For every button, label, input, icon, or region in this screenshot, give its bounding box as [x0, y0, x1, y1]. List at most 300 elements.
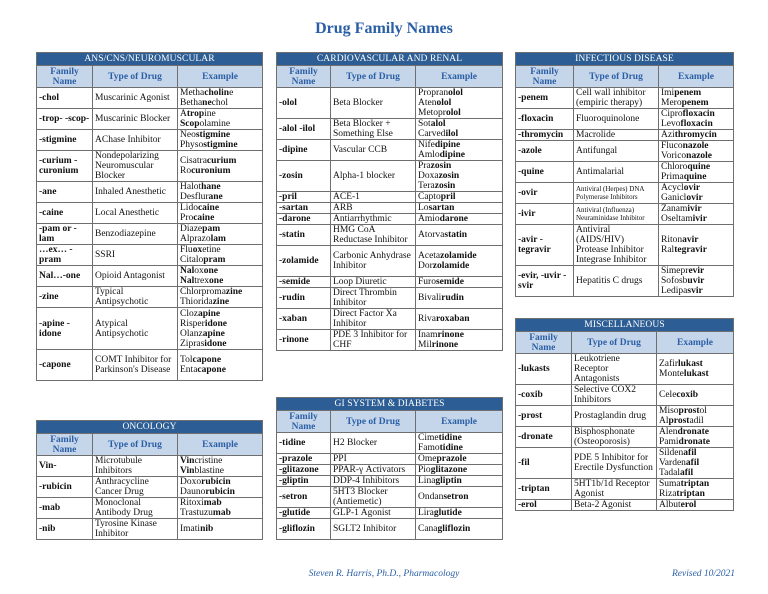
example-drug: Simeprevir [661, 266, 705, 276]
example-drugs [659, 162, 734, 183]
example-drugs [178, 182, 263, 203]
table-row [37, 266, 263, 287]
family-name: -dronate [516, 427, 572, 448]
example-drugs [416, 140, 503, 161]
column-header: Example [178, 434, 263, 456]
example-drug: Chloroquine [661, 162, 711, 172]
example-drugs [416, 476, 503, 487]
example-drug: Scopolamine [180, 119, 231, 129]
table-row [37, 519, 263, 540]
table-row [37, 88, 263, 109]
family-name: …ex… -pram [37, 245, 93, 266]
cardio-table-body [277, 53, 503, 351]
example-drug: Ledipasvir [661, 286, 703, 296]
column-header-row [37, 434, 263, 456]
drug-type: Microtubule Inhibitors [93, 456, 178, 477]
example-drug: Captopril [418, 192, 456, 202]
example-drugs [178, 224, 263, 245]
cardio-table [276, 52, 503, 351]
section-title-row [516, 319, 734, 332]
family-name: -capone [37, 350, 93, 381]
table-row [277, 88, 503, 119]
example-drug: Thioridazine [180, 297, 230, 307]
example-drugs [178, 498, 263, 519]
gi-table-body [277, 398, 503, 540]
table-row [277, 203, 503, 214]
family-name: -stigmine [37, 130, 93, 151]
example-drug: Celecoxib [659, 390, 699, 400]
footer-revised: Revised 10/2021 [672, 569, 736, 579]
drug-type: Direct Factor Xa Inhibitor [331, 309, 416, 330]
example-drugs [416, 519, 503, 540]
column-header: Family Name [516, 332, 572, 354]
oncology-table [36, 420, 263, 540]
drug-type: DDP-4 Inhibitors [331, 476, 416, 487]
section-title: MISCELLANEOUS [516, 319, 734, 332]
drug-type: PDE 3 Inhibitor for CHF [331, 330, 416, 351]
example-drug: Bethanechol [180, 98, 229, 108]
example-drug: Cisatracurium [180, 156, 237, 166]
drug-type: Alpha-1 blocker [331, 161, 416, 192]
example-drug: Pamidronate [659, 437, 711, 447]
drug-type: AChase Inhibitor [93, 130, 178, 151]
example-drugs [416, 288, 503, 309]
example-drug: Sildenafil [659, 448, 697, 458]
table-row [277, 465, 503, 476]
column-header: Example [416, 66, 503, 88]
example-drugs [416, 203, 503, 214]
drug-type: Nondepolarizing Neuromuscular Blocker [93, 151, 178, 182]
example-drug: Procaine [180, 213, 215, 223]
family-name: -ane [37, 182, 93, 203]
example-drug: Naltrexone [180, 276, 224, 286]
family-name: -pril [277, 192, 331, 203]
table-row [37, 224, 263, 245]
section-title-row [37, 53, 263, 66]
family-name: -curium -curonium [37, 151, 93, 182]
example-drug: Inamrinone [418, 330, 464, 340]
example-drug: Sofosbuvir [661, 276, 705, 286]
drug-type: Hepatitis C drugs [574, 266, 659, 297]
example-drug: Trastuzumab [180, 508, 231, 518]
family-name: -mab [37, 498, 93, 519]
example-drug: Amiodarone [418, 214, 468, 224]
example-drug: Primaquine [661, 172, 707, 182]
family-name: -ovir [516, 183, 574, 204]
family-name: -zosin [277, 161, 331, 192]
example-drug: Linagliptin [418, 476, 462, 486]
misc-table-body [516, 319, 734, 511]
table-row [277, 309, 503, 330]
example-drug: Desflurane [180, 192, 223, 202]
family-name: -thromycin [516, 130, 574, 141]
example-drug: Meropenem [661, 98, 709, 108]
table-row [277, 476, 503, 487]
family-name: -lukasts [516, 354, 572, 385]
drug-type: H2 Blocker [331, 433, 416, 454]
example-drugs [416, 225, 503, 246]
family-name: -darone [277, 214, 331, 225]
example-drug: Milrinone [418, 340, 459, 350]
example-drug: Levofloxacin [661, 119, 713, 129]
family-name: -setron [277, 487, 331, 508]
column-header-row [516, 332, 734, 354]
example-drugs [178, 151, 263, 182]
drug-type: PPAR-γ Activators [331, 465, 416, 476]
table-row [277, 225, 503, 246]
column-header-row [277, 66, 503, 88]
example-drug: Zafirlukast [659, 359, 703, 369]
column-header: Type of Drug [572, 332, 657, 354]
example-drugs [657, 385, 734, 406]
section-title-row [37, 421, 263, 434]
family-name: -glutide [277, 508, 331, 519]
family-name: -gliptin [277, 476, 331, 487]
family-name: -rinone [277, 330, 331, 351]
drug-type: ACE-1 [331, 192, 416, 203]
example-drug: Oseltamivir [661, 214, 707, 224]
example-drugs [657, 406, 734, 427]
family-name: -dipine [277, 140, 331, 161]
drug-type: Loop Diuretic [331, 277, 416, 288]
drug-type: Beta-2 Agonist [572, 500, 657, 511]
table-row [516, 354, 734, 385]
drug-type: PPI [331, 454, 416, 465]
example-drugs [659, 88, 734, 109]
example-drugs [659, 204, 734, 225]
family-name: -floxacin [516, 109, 574, 130]
example-drugs [178, 109, 263, 130]
drug-type: 5HT1b/1d Receptor Agonist [572, 479, 657, 500]
example-drug: Sotalol [418, 119, 446, 129]
example-drug: Rocuronium [180, 166, 231, 176]
example-drug: Citalopram [180, 255, 226, 265]
family-name: -fil [516, 448, 572, 479]
drug-type: Bisphosphonate (Osteoporosis) [572, 427, 657, 448]
example-drug: Physostigmine [180, 140, 238, 150]
drug-type: Muscarinic Blocker [93, 109, 178, 130]
family-name: -trop- -scop- [37, 109, 93, 130]
example-drug: Methacholine [180, 88, 234, 98]
example-drug: Risperidone [180, 318, 227, 329]
drug-type: Selective COX2 Inhibitors [572, 385, 657, 406]
drug-type: Monoclonal Antibody Drug [93, 498, 178, 519]
example-drug: Diazepam [180, 224, 221, 234]
table-row [516, 385, 734, 406]
example-drugs [659, 109, 734, 130]
family-name: -coxib [516, 385, 572, 406]
section-title: ANS/CNS/NEUROMUSCULAR [37, 53, 263, 66]
misc-table [515, 318, 734, 511]
table-row [516, 141, 734, 162]
example-drugs [416, 246, 503, 277]
footer-author: Steven R. Harris, Ph.D., Pharmacology [308, 569, 460, 579]
example-drugs [178, 287, 263, 308]
family-name: -gliflozin [277, 519, 331, 540]
table-row [516, 448, 734, 479]
ans-table-body [37, 53, 263, 381]
family-name: -nib [37, 519, 93, 540]
column-header: Type of Drug [93, 66, 178, 88]
table-row [277, 330, 503, 351]
example-drug: Losartan [418, 203, 455, 213]
ans-table [36, 52, 263, 381]
example-drug: Daunorubicin [180, 487, 235, 497]
table-row [37, 287, 263, 308]
example-drugs [416, 508, 503, 519]
example-drug: Zanamivir [661, 204, 702, 214]
drug-type: Inhaled Anesthetic [93, 182, 178, 203]
example-drugs [178, 130, 263, 151]
family-name: -avir -tegravir [516, 225, 574, 266]
drug-type: Antimalarial [574, 162, 659, 183]
example-drugs [178, 456, 263, 477]
example-drugs [659, 183, 734, 204]
column-header: Family Name [37, 66, 93, 88]
example-drug: Atorvastatin [418, 230, 468, 240]
family-name: -zolamide [277, 246, 331, 277]
example-drugs [178, 88, 263, 109]
family-name: -alol -ilol [277, 119, 331, 140]
drug-type: COMT Inhibitor for Parkinson's Disease [93, 350, 178, 381]
example-drugs [416, 161, 503, 192]
example-drug: Lidocaine [180, 203, 220, 213]
drug-type: Opioid Antagonist [93, 266, 178, 287]
family-name: -triptan [516, 479, 572, 500]
family-name: -olol [277, 88, 331, 119]
example-drug: Imatinib [180, 524, 214, 534]
example-drug: Vinblastine [180, 466, 224, 476]
example-drugs [178, 308, 263, 350]
example-drug: Ondansetron [418, 492, 469, 502]
family-name: -apine -idone [37, 308, 93, 350]
example-drugs [659, 141, 734, 162]
table-row [516, 130, 734, 141]
table-row [277, 140, 503, 161]
drug-type: Anthracycline Cancer Drug [93, 477, 178, 498]
example-drugs [657, 427, 734, 448]
example-drugs [416, 277, 503, 288]
example-drug: Amlodipine [418, 150, 465, 160]
example-drug: Canagliflozin [418, 524, 471, 534]
example-drugs [659, 130, 734, 141]
table-row [516, 204, 734, 225]
example-drug: Olanzapine [180, 328, 225, 339]
example-drug: Ritoximab [180, 498, 222, 508]
table-row [37, 477, 263, 498]
drug-type: Beta Blocker [331, 88, 416, 119]
drug-type: SGLT2 Inhibitor [331, 519, 416, 540]
family-name: -glitazone [277, 465, 331, 476]
column-header: Family Name [37, 434, 93, 456]
drug-type: Tyrosine Kinase Inhibitor [93, 519, 178, 540]
table-row [277, 192, 503, 203]
example-drugs [416, 433, 503, 454]
example-drugs [657, 500, 734, 511]
example-drug: Montelukast [659, 369, 709, 379]
table-row [37, 203, 263, 224]
drug-type: Carbonic Anhydrase Inhibitor [331, 246, 416, 277]
column-header: Family Name [277, 411, 331, 433]
drug-type: Macrolide [574, 130, 659, 141]
example-drug: Atenolol [418, 98, 452, 108]
example-drugs [416, 454, 503, 465]
family-name: -zine [37, 287, 93, 308]
column-header: Example [416, 411, 503, 433]
column-header: Type of Drug [93, 434, 178, 456]
example-drug: Ciprofloxacin [661, 109, 715, 119]
drug-type: Atypical Antipsychotic [93, 308, 178, 350]
example-drug: Bivalirudin [418, 293, 464, 303]
gi-table [276, 397, 503, 540]
column-header: Example [659, 66, 734, 88]
table-row [277, 519, 503, 540]
example-drug: Voriconazole [661, 151, 713, 161]
column-header: Type of Drug [574, 66, 659, 88]
table-row [37, 308, 263, 350]
drug-type: HMG CoA Reductase Inhibitor [331, 225, 416, 246]
section-title-row [277, 53, 503, 66]
table-row [516, 162, 734, 183]
section-title: ONCOLOGY [37, 421, 263, 434]
table-row [277, 161, 503, 192]
example-drugs [416, 487, 503, 508]
column-header: Type of Drug [331, 411, 416, 433]
page-title: Drug Family Names [315, 20, 453, 37]
column-header-row [37, 66, 263, 88]
example-drug: Clozapine [180, 308, 221, 319]
family-name: -caine [37, 203, 93, 224]
family-name: Nal…-one [37, 266, 93, 287]
oncology-table-body [37, 421, 263, 540]
table-row [516, 427, 734, 448]
example-drugs [178, 350, 263, 381]
drug-type: Prostaglandin drug [572, 406, 657, 427]
drug-type: Beta Blocker + Something Else [331, 119, 416, 140]
example-drug: Imipenem [661, 88, 702, 98]
example-drug: Misoprostol [659, 406, 707, 416]
drug-type: Antiviral (Influenza) Neuraminidase Inhibitor [574, 204, 659, 225]
example-drug: Cimetidine [418, 433, 462, 443]
example-drugs [178, 245, 263, 266]
example-drugs [659, 225, 734, 266]
drug-type: Antiarrhythmic [331, 214, 416, 225]
table-row [516, 183, 734, 204]
example-drugs [416, 192, 503, 203]
family-name: -xaban [277, 309, 331, 330]
column-header: Family Name [277, 66, 331, 88]
drug-type: Local Anesthetic [93, 203, 178, 224]
family-name: -chol [37, 88, 93, 109]
table-row [37, 456, 263, 477]
family-name: -prazole [277, 454, 331, 465]
example-drug: Chlorpromazine [180, 287, 243, 297]
example-drug: Tadalafil [659, 468, 694, 478]
example-drug: Prazosin [418, 161, 452, 171]
example-drugs [178, 477, 263, 498]
example-drug: Neostigmine [180, 130, 231, 140]
column-header-row [516, 66, 734, 88]
drug-type: Fluoroquinolone [574, 109, 659, 130]
drug-type: Muscarinic Agonist [93, 88, 178, 109]
example-drug: Halothane [180, 182, 221, 192]
example-drugs [416, 88, 503, 119]
family-name: -penem [516, 88, 574, 109]
example-drugs [416, 309, 503, 330]
family-name: -pam or -lam [37, 224, 93, 245]
example-drugs [657, 479, 734, 500]
drug-type: 5HT3 Blocker (Antiemetic) [331, 487, 416, 508]
family-name: -ivir [516, 204, 574, 225]
section-title-row [277, 398, 503, 411]
table-row [37, 182, 263, 203]
table-row [277, 119, 503, 140]
column-header-row [277, 411, 503, 433]
family-name: -evir, -uvir -svir [516, 266, 574, 297]
family-name: -sartan [277, 203, 331, 214]
family-name: -statin [277, 225, 331, 246]
drug-type: Antifungal [574, 141, 659, 162]
drug-type: Cell wall inhibitor (empiric therapy) [574, 88, 659, 109]
table-row [516, 109, 734, 130]
example-drug: Fluoxetine [180, 245, 221, 255]
example-drug: Acetazolamide [418, 251, 477, 261]
example-drug: Acyclovir [661, 183, 701, 193]
drug-type: Vascular CCB [331, 140, 416, 161]
table-row [37, 130, 263, 151]
example-drugs [416, 465, 503, 476]
example-drug: Atropine [180, 109, 216, 119]
table-row [516, 500, 734, 511]
table-row [37, 350, 263, 381]
example-drugs [416, 330, 503, 351]
example-drug: Rivaroxaban [418, 314, 470, 324]
family-name: -rubicin [37, 477, 93, 498]
example-drug: Liraglutide [418, 508, 462, 518]
family-name: -prost [516, 406, 572, 427]
drug-type: SSRI [93, 245, 178, 266]
column-header: Example [178, 66, 263, 88]
example-drug: Metoprolol [418, 108, 461, 118]
section-title-row [516, 53, 734, 66]
example-drug: Carvedilol [418, 129, 459, 139]
family-name: -quine [516, 162, 574, 183]
example-drug: Furosemide [418, 277, 464, 287]
drug-type: Antiviral (Herpes) DNA Polymerase Inhibitors [574, 183, 659, 204]
example-drug: Naloxone [180, 266, 218, 276]
section-title: INFECTIOUS DISEASE [516, 53, 734, 66]
column-header: Example [657, 332, 734, 354]
table-row [277, 246, 503, 277]
table-row [277, 214, 503, 225]
table-row [37, 151, 263, 182]
example-drug: Doxorubicin [180, 477, 231, 487]
example-drug: Raltegravir [661, 245, 707, 255]
family-name: -tidine [277, 433, 331, 454]
example-drug: Pioglitazone [418, 465, 468, 475]
example-drug: Vardenafil [659, 458, 700, 468]
column-header: Family Name [516, 66, 574, 88]
table-row [516, 225, 734, 266]
table-row [37, 109, 263, 130]
drug-type: Benzodiazepine [93, 224, 178, 245]
example-drug: Alprazolam [180, 234, 226, 244]
drug-type: Leukotriene Receptor Antagonists [572, 354, 657, 385]
example-drug: Dorzolamide [418, 261, 470, 271]
example-drugs [659, 266, 734, 297]
example-drug: Fluconazole [661, 141, 709, 151]
table-row [516, 88, 734, 109]
